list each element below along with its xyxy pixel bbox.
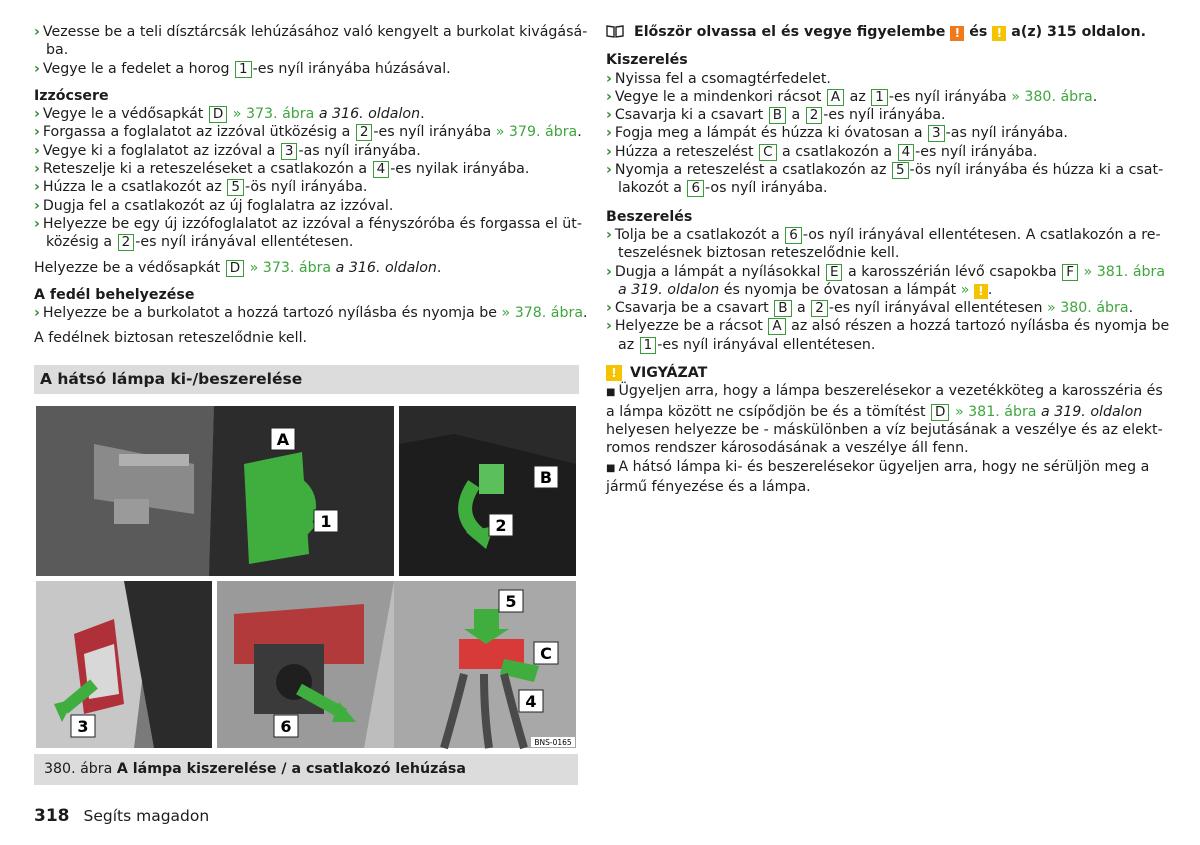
figure-380 <box>34 404 578 754</box>
figure-link[interactable]: » 381. ábra <box>954 403 1037 420</box>
caution-icon: ! <box>606 365 622 381</box>
list-item: › Helyezze be a rácsot A az alsó részen a hozzá tartozó nyílásba és nyomja be <box>606 318 1170 335</box>
heading-install: Beszerelés <box>606 208 693 225</box>
page-footer <box>34 806 209 826</box>
list-item: › Vezesse be a teli dísztárcsák lehúzásához való kengyelt a burkolat kivágásá- <box>34 24 588 40</box>
caution-icon: ! <box>974 284 988 299</box>
figure-code: BNS-0165 <box>534 738 572 747</box>
panel-grille-removal <box>36 406 394 576</box>
figure-label-3: 3 <box>77 717 89 736</box>
left-column: › Vezesse be a teli dísztárcsák lehúzásához való kengyelt a burkolat kivágásá- ba. › Vegye le a fedelet a horog 1 -es nyíl irányába húzásával. Izzócsere › Vegye le a védősapkát D » 373. ábra a 316. oldalon. › Forgassa a foglalatot az izzóval ütközésig a 2 -es nyíl irányába » 379. ábra. › Vegye ki a foglalatot az izzóval a 3 -as nyíl irányába. › Reteszelje ki a reteszeléseket a csatlakozón a 4 -es nyilak irányába. › Húzza le a csatlakozót az 5 -ös nyíl irányába. › Dugja fel a csatlakozót az új foglalatra az izzóval. › Helyezze be egy új izzófoglalatot az izzóval a fényszóróba és forgassa el üt- közésig a 2 -es nyíl irányával ellentétesen. Helyezze be a védősapkát D » 373. ábra a 316. oldalon. A fedél behelyezése › Helyezze be a burkolatot a hozzá tartozó nyílásba és nyomja be » 378. ábra. A fedélnek biztosan reteszelődnie kell. A hátsó lámpa ki-/beszerelése <box>34 23 579 394</box>
list-item: › Fogja meg a lámpát és húzza ki óvatosan a 3 -as nyíl irányába. <box>606 125 1068 142</box>
footer-section: Segíts magadon <box>83 807 210 825</box>
figure-link[interactable]: » 373. ábra <box>249 259 332 276</box>
page-number: 318 <box>34 806 70 826</box>
caution-icon: ! <box>992 26 1006 41</box>
list-item: › Dugja a lámpát a nyílásokkal E a karosszérián lévő csapokba F » 381. ábra <box>606 263 1166 280</box>
book-icon <box>606 24 624 38</box>
warning-icon: ! <box>950 26 964 41</box>
list-item: › Helyezze be a burkolatot a hozzá tartozó nyílásba és nyomja be » 378. ábra. <box>34 305 588 322</box>
figure-label-A: A <box>276 430 290 449</box>
right-column: Először olvassa el és vegye figyelembe ! és ! a(z) 315 oldalon. Kiszerelés › Nyissa fel a csomagtérfedelet. › Vegye le a mindenkori rácsot A az 1 -es nyíl irányába » 380. ábra. › Csavarja ki a csavart B a 2 -es nyíl irányába. › Fogja meg a lámpát és húzza ki óvatosan a 3 -as nyíl irányába. › Húzza a reteszelést C a csatlakozón a 4 -es nyíl irányába. › Nyomja a reteszelést a csatlakozón az 5 -ös nyíl irányába és húzza ki a csat- lakozót a 6 -os nyíl irányába. Beszerelés › Tolja be a csatlakozót a 6 -os nyíl irányával ellentétesen. A csatlakozón a re- teszelésnek biztosan reteszelődnie kell. › Dugja a lámpát a nyílásokkal E a karosszérián lévő csapokba F » 381. ábra a 319. oldalon és nyomja be óvatosan a lámpát » ! . › Csavarja be a csavart B a 2 -es nyíl irányával ellentétesen » 380. ábra. › Helyezze be a rácsot A az alsó részen a hozzá tartozó nyílásba és nyomja be az 1 -es nyíl irányával ellentétesen. ! VIGYÁZAT ■ Ügyeljen arra, hogy a lámpa beszerelésekor a vezetékköteg a karosszéria és a lámpa között ne csípődjön be és a tömítést D » 381. ábra a 319. oldalon helyesen helyezze be - máskülönben a víz bejutásának a veszélye és az elekt- romos rendszer károsodásának a veszélye áll fenn. ■ A hátsó lámpa ki- és beszerelésekor ügyeljen arra, hogy ne sérüljön meg a jármű fényezése és a lámpa. <box>606 24 1170 495</box>
list-item: › Csavarja ki a csavart B a 2 -es nyíl irányába. <box>606 107 946 124</box>
list-item: › Reteszelje ki a reteszeléseket a csatlakozón a 4 -es nyilak irányába. <box>34 161 530 178</box>
figure-link[interactable]: » 373. ábra <box>232 106 315 123</box>
figure-label-1: 1 <box>320 512 332 531</box>
figure-link[interactable]: » 379. ábra <box>495 124 578 141</box>
list-item: › Vegye le a fedelet a horog 1 -es nyíl irányába húzásával. <box>34 60 451 77</box>
list-item: › Nyissa fel a csomagtérfedelet. <box>606 70 831 87</box>
panel-screw <box>399 406 576 576</box>
list-item: › Vegye le a védősapkát D » 373. ábra a 316. oldalon. <box>34 106 425 123</box>
figure-illustration <box>34 404 578 754</box>
paragraph: Helyezze be a védősapkát D » 373. ábra a 316. oldalon. <box>34 259 442 276</box>
figure-link[interactable]: » 380. ábra <box>1047 300 1129 317</box>
heading-lid: A fedél behelyezése <box>34 286 195 303</box>
section-title: A hátsó lámpa ki-/beszerelése <box>34 365 579 394</box>
panel-lamp-pull <box>36 581 212 748</box>
read-first-note: Először olvassa el és vegye figyelembe ! és ! a(z) 315 oldalon. <box>606 23 1166 41</box>
heading-remove: Kiszerelés <box>606 52 688 69</box>
figure-label-4: 4 <box>525 692 537 711</box>
callout-1: 1 <box>235 61 252 78</box>
list-item: › Csavarja be a csavart B a 2 -es nyíl irányával ellentétesen » 380. ábra. <box>606 300 1134 317</box>
figure-link[interactable]: » 380. ábra <box>1011 88 1093 105</box>
list-item: › Vegye le a mindenkori rácsot A az 1 -es nyíl irányába » 380. ábra. <box>606 88 1098 105</box>
paragraph: A fedélnek biztosan reteszelődnie kell. <box>34 330 308 347</box>
list-item: › Húzza le a csatlakozót az 5 -ös nyíl irányába. <box>34 179 368 196</box>
figure-label-2: 2 <box>495 516 507 535</box>
heading-bulb: Izzócsere <box>34 87 109 104</box>
caution-item: ■ A hátsó lámpa ki- és beszerelésekor ügyeljen arra, hogy ne sérüljön meg a <box>606 458 1150 475</box>
list-item: › Helyezze be egy új izzófoglalatot az izzóval a fényszóróba és forgassa el üt- <box>34 215 582 232</box>
caution-heading: ! VIGYÁZAT <box>606 364 1166 382</box>
figure-label-B: B <box>539 468 553 487</box>
figure-caption: 380. ábra A lámpa kiszerelése / a csatlakozó lehúzása <box>34 754 578 785</box>
caution-item: ■ Ügyeljen arra, hogy a lámpa beszerelésekor a vezetékköteg a karosszéria és <box>606 383 1163 400</box>
figure-link[interactable]: » 378. ábra <box>501 305 584 322</box>
figure-label-C: C <box>540 644 552 663</box>
list-item: › Nyomja a reteszelést a csatlakozón az 5 -ös nyíl irányába és húzza ki a csat- <box>606 162 1164 179</box>
figure-link[interactable]: » 381. ábra <box>1083 263 1166 280</box>
panel-connector <box>217 581 576 748</box>
list-item: › Tolja be a csatlakozót a 6 -os nyíl irányával ellentétesen. A csatlakozón a re- <box>606 226 1161 243</box>
list-item: › Dugja fel a csatlakozót az új foglalatra az izzóval. <box>34 197 394 214</box>
list-item: › Vegye ki a foglalatot az izzóval a 3 -as nyíl irányába. <box>34 142 421 159</box>
list-item: › Húzza a reteszelést C a csatlakozón a 4 -es nyíl irányába. <box>606 143 1038 160</box>
figure-label-5: 5 <box>505 592 517 611</box>
figure-label-6: 6 <box>280 717 292 736</box>
list-item: › Forgassa a foglalatot az izzóval ütközésig a 2 -es nyíl irányába » 379. ábra. <box>34 124 582 141</box>
